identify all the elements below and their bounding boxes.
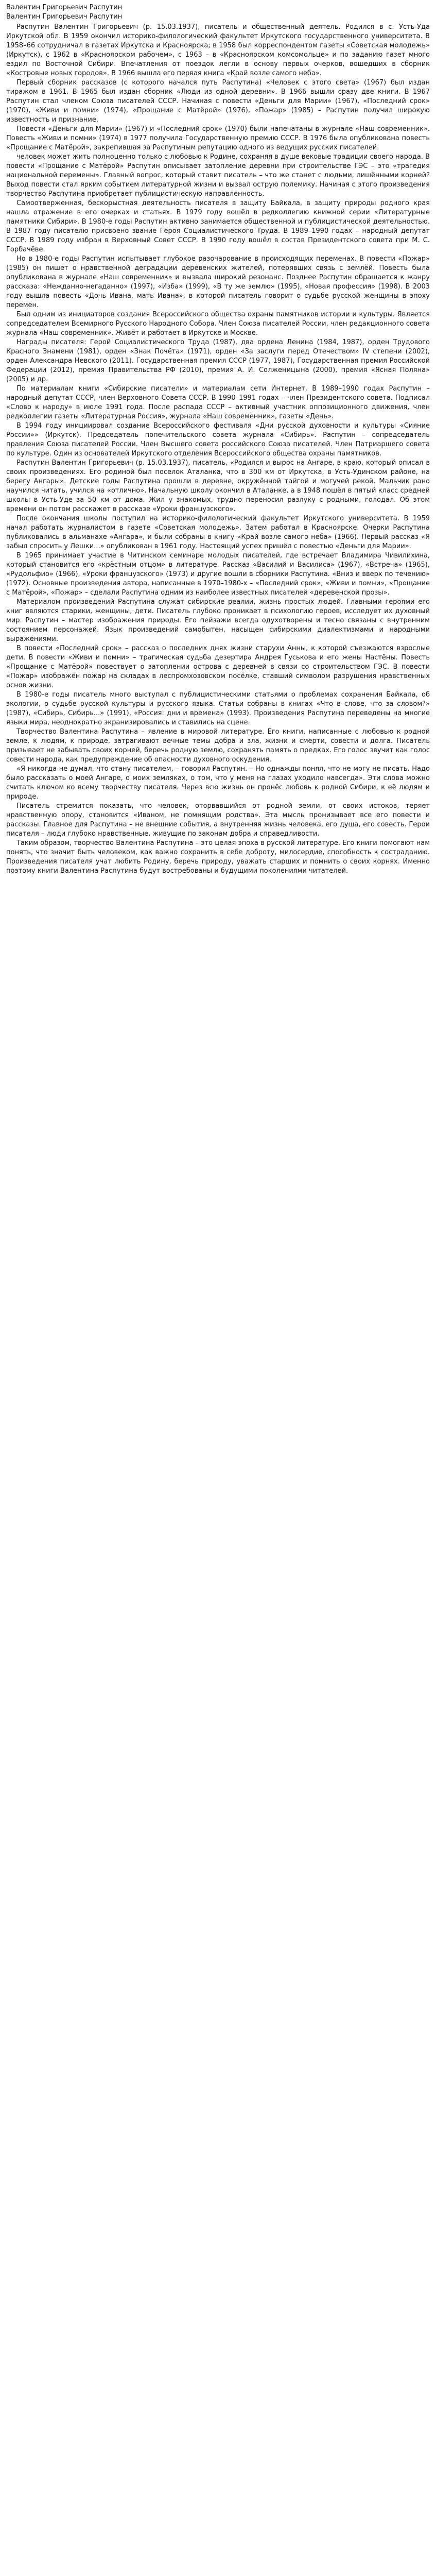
paragraph: Но в 1980-е годы Распутин испытывает глубокое разочарование в происходящих переменах. В повести «Пожар» (1985) он пишет о нравственной деградации деревенских жителей, потерявших связь с землёй. Повесть была опубликована в журнале «Наш современник» и вызвала широкий резонанс. Позднее Распутин обращается к жанру рассказа: «Нежданно-негаданно» (1997), «Изба» (1999), «В ту же землю» (1995), «Новая профессия» (1998). В 2003 году вышла повесть «Дочь Ивана, мать Ивана», в которой писатель говорит о судьбе русской женщины в эпоху перемен. [6, 255, 430, 309]
paragraph: По материалам книги «Сибирские писатели» и материалам сети Интернет. В 1989–1990 годах Распутин – народный депутат СССР, член Верховного Совета СССР. В 1990–1991 годах – член Президентского совета. Подписал «Слово к народу» в июле 1991 года. После распада СССР – активный участник оппозиционного движения, член редколлегии газеты «Литературная Россия», журнала «Наш современник», газеты «День». [6, 385, 430, 420]
paragraph: Материалом произведений Распутина служат сибирские реалии, жизнь простых людей. Главными героями его книг являются старики, женщины, дети. Писатель глубоко проникает в психологию героев, исследует их духовный мир. Распутин – мастер изображения природы. Его пейзажи всегда одухотворены и тесно связаны с внутренним состоянием персонажей. Язык произведений самобытен, насыщен сибирскими диалектизмами и народными выражениями. [6, 598, 430, 643]
paragraph: Распутин Валентин Григорьевич (р. 15.03.1937), писатель и общественный деятель. Родился в с. Усть-Уда Иркутской обл. В 1959 окончил историко-филологический факультет Иркутского государственного университета. В 1958–66 сотрудничал в газетах Иркутска и Красноярска; в 1958 был корреспондентом газеты «Советская молодежь» (Иркутск), с 1962 в «Красноярском рабочем», с 1963 – в «Красноярском комсомольце» и по заданию газет много ездил по Восточной Сибири. Впечатления от поездок легли в основу первых очерков, вошедших в сборник «Костровые новых городов». В 1966 вышла его первая книга «Край возле самого неба». [6, 23, 430, 77]
paragraph: В повести «Последний срок» – рассказ о последних днях жизни старухи Анны, к которой съезжаются взрослые дети. В повести «Живи и помни» – трагическая судьба дезертира Андрея Гуськова и его жены Настёны. Повесть «Прощание с Матёрой» повествует о затоплении острова с деревней в связи со строительством ГЭС. В повести «Пожар» изображён пожар на складах в леспромхозовском посёлке, ставший символом разрушения нравственных основ жизни. [6, 645, 430, 689]
document-body [6, 23, 430, 876]
paragraph: Распутин Валентин Григорьевич (р. 15.03.1937), писатель, «Родился и вырос на Ангаре, в краю, который описал в своих произведениях. Его родиной был поселок Аталанка, что в 300 км от Иркутска, в Усть-Удинском районе, на берегу Ангары». Детские годы Распутина прошли в деревне, окружённой тайгой и могучей рекой. Мальчик рано научился читать, учился на «отлично». Начальную школу окончил в Аталанке, а в 1948 пошёл в пятый класс средней школы в Усть-Уде за 50 км от дома. Жил у знакомых, трудно переносил разлуку с родными, голодал. Об этом времени он потом расскажет в рассказе «Уроки французского». [6, 459, 430, 513]
paragraph: Был одним из инициаторов создания Всероссийского общества охраны памятников истории и культуры. Является сопредседателем Всемирного Русского Народного Собора. Член Союза писателей России, член редакционного совета журнала «Наш современник». Живёт и работает в Иркутске и Москве. [6, 311, 430, 337]
paragraph: Награды писателя: Герой Социалистического Труда (1987), два ордена Ленина (1984, 1987), орден Трудового Красного Знамени (1981), орден «Знак Почёта» (1971), орден «За заслуги перед Отечеством» IV степени (2002), орден Александра Невского (2011). Государственная премия СССР (1977, 1987), Государственная премия Российской Федерации (2012), премия Правительства РФ (2010), премия А. И. Солженицына (2000), премия «Ясная Поляна» (2005) и др. [6, 338, 430, 383]
paragraph: «Я никогда не думал, что стану писателем, – говорил Распутин. – Но однажды понял, что не могу не писать. Надо было рассказать о моей Ангаре, о моих земляках, о том, что у меня на глазах уходило навсегда». Эти слова можно считать ключом ко всему творчеству писателя. Через всю жизнь он пронёс любовь к родной Сибири, к её людям и природе. [6, 765, 430, 801]
paragraph: Первый сборник рассказов (с которого начался путь Распутина) «Человек с этого света» (1967) был издан тиражом в 1961. В 1965 был издан сборник «Люди из одной деревни». В 1966 вышли сразу две книги. В 1967 Распутин стал членом Союза писателей СССР. Начиная с повести «Деньги для Марии» (1967), «Последний срок» (1970), «Живи и помни» (1974), «Прощание с Матёрой» (1976), «Пожар» (1985) – Распутин получил широкую известность и признание. [6, 79, 430, 124]
paragraph: В 1965 принимает участие в Читинском семинаре молодых писателей, где встречает Владимира Чивилихина, который становится его «крёстным отцом» в литературе. Рассказ «Василий и Василиса» (1967), «Встреча» (1965), «Рудольфио» (1966), «Уроки французского» (1973) и другие вошли в сборники Распутина. «Вниз и вверх по течению» (1972). Основные произведения автора, написанные в 1970–1980-х – «Последний срок», «Живи и помни», «Прощание с Матёрой», «Пожар» – сделали Распутина одним из наиболее известных писателей «деревенской прозы». [6, 552, 430, 597]
paragraph: Таким образом, творчество Валентина Распутина – это целая эпоха в русской литературе. Его книги помогают нам понять, что значит быть человеком, как важно сохранить в себе доброту, милосердие, способность к состраданию. Произведения писателя учат любить Родину, беречь природу, уважать старших и помнить о своих корнях. Именно поэтому книги Валентина Распутина будут востребованы и будущими поколениями читателей. [6, 839, 430, 875]
document-title: Валентин Григорьевич Распутин [6, 4, 123, 11]
paragraph: Повести «Деньги для Марии» (1967) и «Последний срок» (1970) были напечатаны в журнале «Наш современник». Повесть «Живи и помни» (1974) в 1977 получила Государственную премию СССР. В 1976 была опубликована повесть «Прощание с Матёрой», закрепившая за Распутиным репутацию одного из ведущих русских писателей. [6, 125, 430, 151]
paragraph: После окончания школы поступил на историко-филологический факультет Иркутского университета. В 1959 начал работать журналистом в газете «Советская молодежь». Затем работал в Красноярске. Очерки Распутина публиковались в альманахе «Ангара», и были собраны в книгу «Край возле самого неба» (1966). Первый рассказ «Я забыл спросить у Лешки...» опубликован в 1961 году. Настоящий успех пришёл с повестью «Деньги для Марии». [6, 515, 430, 550]
paragraph: В 1980-е годы писатель много выступал с публицистическими статьями о проблемах сохранения Байкала, об экологии, о судьбе русской культуры и русского языка. Статьи собраны в книгах «Что в слове, что за словом?» (1987), «Сибирь, Сибирь...» (1991), «Россия: дни и времена» (1993). Произведения Распутина переведены на многие языки мира, неоднократно экранизировались и ставились на сцене. [6, 691, 430, 726]
document-subtitle: Валентин Григорьевич Распутин [6, 13, 123, 21]
paragraph: В 1994 году инициировал создание Всероссийского фестиваля «Дни русской духовности и культуры «Сияние России»» (Иркутск). Председатель попечительского совета журнала «Сибирь». Распутин – сопредседатель правления Союза писателей России. Член Высшего совета российского Союза писателей. Член Патриаршего совета по культуре. Один из основателей Иркутского отделения Всероссийского общества охраны памятников. [6, 422, 430, 457]
paragraph: Писатель стремится показать, что человек, оторвавшийся от родной земли, от своих истоков, теряет нравственную опору, становится «Иваном, не помнящим родства». Эта мысль пронизывает все его повести и рассказы. Главное для Распутина – не внешние события, а внутренняя жизнь человека, его душа, его совесть. Герои писателя – люди глубоко нравственные, живущие по законам добра и справедливости. [6, 802, 430, 838]
paragraph: Самоотверженная, бескорыстная деятельность писателя в защиту Байкала, в защиту природы родного края нашла отражение в его очерках и статьях. В 1979 году вошёл в редколлегию книжной серии «Литературные памятники Сибири». В 1980-е годы Распутин активно занимается общественной и публицистической деятельностью. В 1987 году писателю присвоено звание Героя Социалистического Труда. В 1989–1990 годах – народный депутат СССР. В 1989 году избран в Верховный Совет СССР. В 1990 году вошёл в состав Президентского совета при М. С. Горбачёве. [6, 199, 430, 253]
paragraph: Творчество Валентина Распутина – явление в мировой литературе. Его книги, написанные с любовью к родной земле, к людям, к природе, затрагивают вечные темы добра и зла, жизни и смерти, совести и долга. Писатель призывает не забывать своих корней, беречь родную землю, сохранять память о предках. Его голос звучит как голос совести народа, как предупреждение об опасности духовного оскудения. [6, 728, 430, 764]
paragraph: человек может жить полноценно только с любовью к Родине, сохраняя в душе вековые традиции своего народа. В повести «Прощание с Матёрой» Распутин описывает затопление деревни при строительстве ГЭС – это «трагедия национальной перемены». Главный вопрос, который ставит писатель – что же станет с людьми, лишёнными корней? Выход повести стал ярким событием литературной жизни и вызвал острую полемику. Начиная с этого произведения творчество Распутина приобретает публицистическую направленность. [6, 153, 430, 198]
